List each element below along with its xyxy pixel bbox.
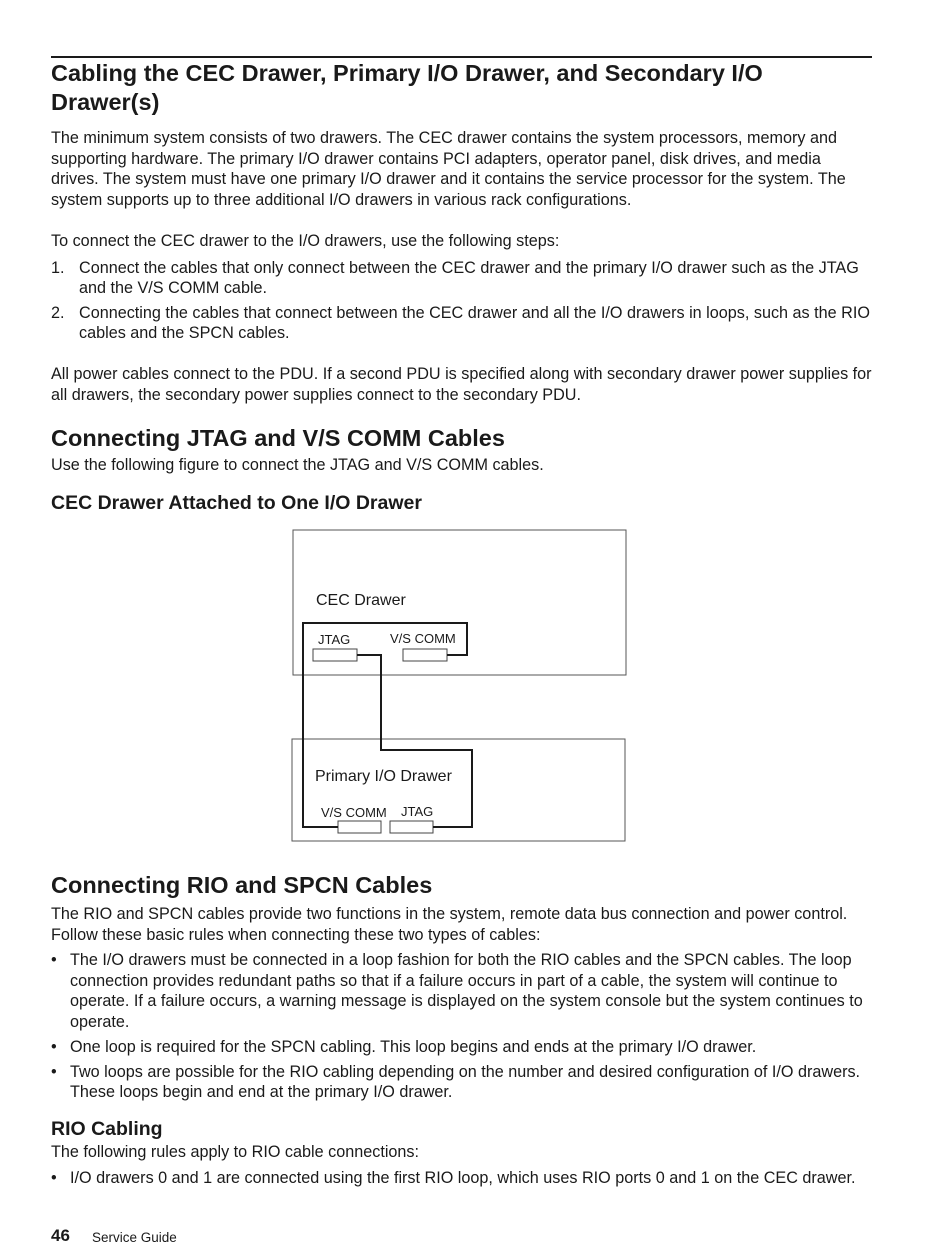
bullet-text: Two loops are possible for the RIO cabling depending on the number and desired configuration of I/O drawers. These loops begin and end at the primary I/O drawer. — [70, 1062, 861, 1101]
rio-cabling-bullets — [51, 1168, 873, 1189]
rio-cabling-text: The following rules apply to RIO cable connections: — [51, 1143, 420, 1161]
step-number: 2. — [51, 303, 65, 322]
page-title: Cabling the CEC Drawer, Primary I/O Drawer, and Secondary I/O Drawer(s) — [51, 60, 763, 115]
figure-heading-block — [51, 491, 873, 515]
io-vscomm-label: V/S COMM — [321, 805, 387, 820]
step-item — [51, 258, 873, 299]
cec-vscomm-label: V/S COMM — [390, 631, 456, 646]
cec-drawer-box — [293, 530, 626, 675]
jtag-heading: Connecting JTAG and V/S COMM Cables — [51, 425, 505, 451]
cec-vscomm-port — [403, 649, 447, 661]
io-drawer-box — [292, 739, 625, 841]
rio-bullets — [51, 950, 873, 1103]
rio-text: The RIO and SPCN cables provide two functions in the system, remote data bus connection and power control. Follow these basic rules when connecting these two types of cables: — [51, 905, 848, 944]
list-item: • I/O drawers 0 and 1 are connected using the first RIO loop, which uses RIO ports 0 and 1 on the CEC drawer. — [51, 1168, 856, 1187]
jtag-section — [51, 424, 873, 476]
intro-paragraph — [51, 128, 873, 210]
title-rule — [51, 56, 872, 58]
steps-block — [51, 231, 873, 348]
step-text: Connect the cables that only connect between the CEC drawer and the primary I/O drawer such as the JTAG and the V/S COMM cable. — [79, 258, 859, 297]
steps-intro: To connect the CEC drawer to the I/O drawers, use the following steps: — [51, 232, 560, 250]
rio-section — [51, 871, 873, 1107]
io-vscomm-port — [338, 821, 381, 833]
bullet-text: One loop is required for the SPCN cabling. This loop begins and ends at the primary I/O drawer. — [70, 1037, 757, 1056]
step-number: 1. — [51, 258, 65, 277]
figure-heading: CEC Drawer Attached to One I/O Drawer — [51, 492, 422, 514]
bullet-text: I/O drawers 0 and 1 are connected using the first RIO loop, which uses RIO ports 0 and 1 on the CEC drawer. — [70, 1168, 856, 1187]
io-jtag-port — [390, 821, 433, 833]
list-item: • Two loops are possible for the RIO cabling depending on the number and desired configuration of I/O drawers. These loops begin and end at the primary I/O drawer. — [51, 1062, 861, 1101]
vscomm-cable — [303, 623, 467, 827]
bullet-text: The I/O drawers must be connected in a loop fashion for both the RIO cables and the SPCN cables. The loop connection provides redundant paths so that if a failure occurs in part of a cable, the system will continue to operate. If a failure occurs, a warning message is displayed on the system console but the system continues to operate. — [70, 951, 863, 1031]
io-drawer-label: Primary I/O Drawer — [315, 768, 452, 785]
page-number: 46 — [51, 1226, 70, 1245]
rio-cabling-heading: RIO Cabling — [51, 1118, 163, 1140]
power-note-text: All power cables connect to the PDU. If a second PDU is specified along with secondary drawer power supplies for all drawers, the secondary power supplies connect to the secondary PDU. — [51, 365, 872, 404]
cec-drawer-label: CEC Drawer — [316, 592, 406, 609]
footer-label: Service Guide — [92, 1230, 177, 1245]
steps-list — [51, 258, 873, 344]
step-text: Connecting the cables that connect between the CEC drawer and all the I/O drawers in loops, such as the RIO cables and the SPCN cables. — [79, 303, 870, 342]
cec-jtag-port — [313, 649, 357, 661]
jtag-cable — [357, 655, 472, 827]
list-item: • The I/O drawers must be connected in a loop fashion for both the RIO cables and the SPCN cables. The loop connection provides redundant paths so that if a failure occurs in part of a cable, the system will continue to operate. If a failure occurs, a warning message is displayed on the system console but the system continues to operate. — [51, 951, 863, 1031]
jtag-text: Use the following figure to connect the JTAG and V/S COMM cables. — [51, 456, 544, 474]
rio-heading: Connecting RIO and SPCN Cables — [51, 872, 433, 898]
power-note — [51, 364, 873, 405]
cec-jtag-label: JTAG — [318, 632, 351, 647]
rio-cabling-section — [51, 1117, 873, 1193]
list-item: • One loop is required for the SPCN cabling. This loop begins and ends at the primary I/O drawer. — [51, 1037, 757, 1056]
step-item — [51, 303, 873, 344]
io-jtag-label: JTAG — [401, 804, 434, 819]
intro-text: The minimum system consists of two drawers. The CEC drawer contains the system processors, memory and supporting hardware. The primary I/O drawer contains PCI adapters, operator panel, disk drives, and media drives. The system must have one primary I/O drawer and it contains the service processor for the system. The system supports up to three additional I/O drawers in various rack configurations. — [51, 129, 846, 209]
